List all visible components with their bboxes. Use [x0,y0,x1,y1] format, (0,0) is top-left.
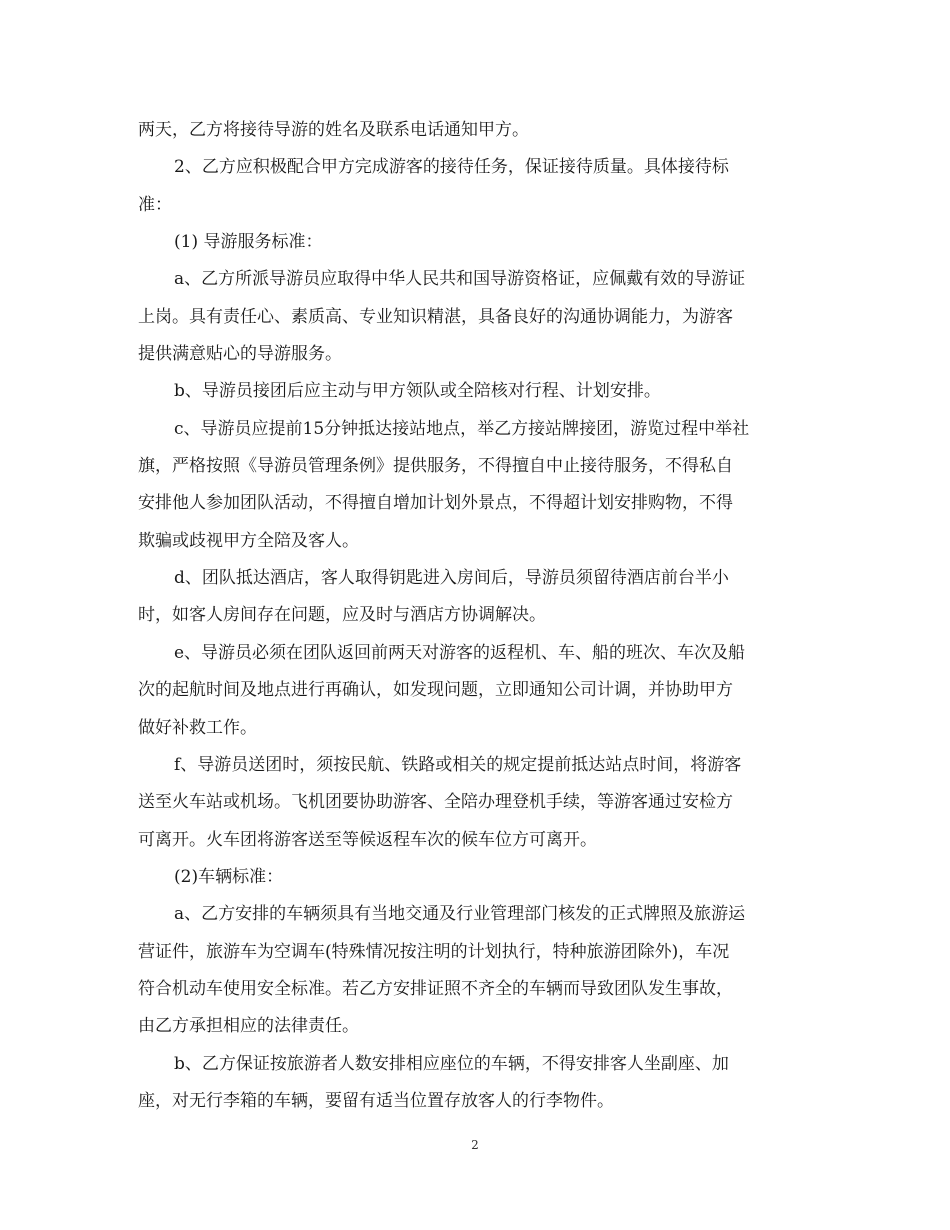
text-line: (2)车辆标准： [174,866,284,887]
text-line: 符合机动车使用安全标准。若乙方安排证照不齐全的车辆而导致团队发生事故， [138,978,733,999]
text-line: 上岗。具有责任心、素质高、专业知识精湛，具备良好的沟通协调能力，为游客 [138,306,733,327]
text-line: 提供满意贴心的导游服务。 [138,344,342,365]
text-line: a、乙方安排的车辆须具有当地交通及行业管理部门核发的正式牌照及旅游运 [174,904,746,925]
text-line: 欺骗或歧视甲方全陪及客人。 [138,530,359,551]
text-line: 可离开。火车团将游客送至等候返程车次的候车位方可离开。 [138,829,597,850]
text-line: b、导游员接团后应主动与甲方领队或全陪核对行程、计划安排。 [174,381,661,402]
text-line: 营证件，旅游车为空调车(特殊情况按注明的计划执行，特种旅游团除外)，车况 [138,941,730,962]
text-line: 两天，乙方将接待导游的姓名及联系电话通知甲方。 [138,120,529,140]
text-line: (1) 导游服务标准： [174,232,323,253]
text-line: f、导游员送团时，须按民航、铁路或相关的规定提前抵达站点时间，将游客 [174,754,742,775]
page-number: 2 [471,1138,479,1152]
text-line: 由乙方承担相应的法律责任。 [138,1016,359,1037]
text-line: 安排他人参加团队活动，不得擅自增加计划外景点，不得超计划安排购物，不得 [138,493,733,514]
text-line: 旗，严格按照《导游员管理条例》提供服务，不得擅自中止接待服务，不得私自 [138,456,733,477]
text-line: a、乙方所派导游员应取得中华人民共和国导游资格证，应佩戴有效的导游证 [174,269,746,290]
text-line: e、导游员必须在团队返回前两天对游客的返程机、车、船的班次、车次及船 [174,642,746,663]
text-line: c、导游员应提前15分钟抵达接站地点，举乙方接站牌接团，游览过程中举社 [174,418,750,439]
text-line: 座，对无行李箱的车辆，要留有适当位置存放客人的行李物件。 [138,1090,614,1111]
text-line: 做好补救工作。 [138,717,257,738]
document-body [138,112,814,1120]
text-line: 时，如客人房间存在问题，应及时与酒店方协调解决。 [138,605,546,626]
text-line: 送至火车站或机场。飞机团要协助游客、全陪办理登机手续，等游客通过安检方 [138,792,733,813]
text-line: 准： [138,194,172,215]
text-line: b、乙方保证按旅游者人数安排相应座位的车辆，不得安排客人坐副座、加 [174,1053,729,1074]
text-line: 2、乙方应积极配合甲方完成游客的接待任务，保证接待质量。具体接待标 [174,157,729,178]
text-line: d、团队抵达酒店，客人取得钥匙进入房间后，导游员须留待酒店前台半小 [174,568,729,589]
text-line: 次的起航时间及地点进行再确认，如发现问题，立即通知公司计调，并协助甲方 [138,680,733,701]
